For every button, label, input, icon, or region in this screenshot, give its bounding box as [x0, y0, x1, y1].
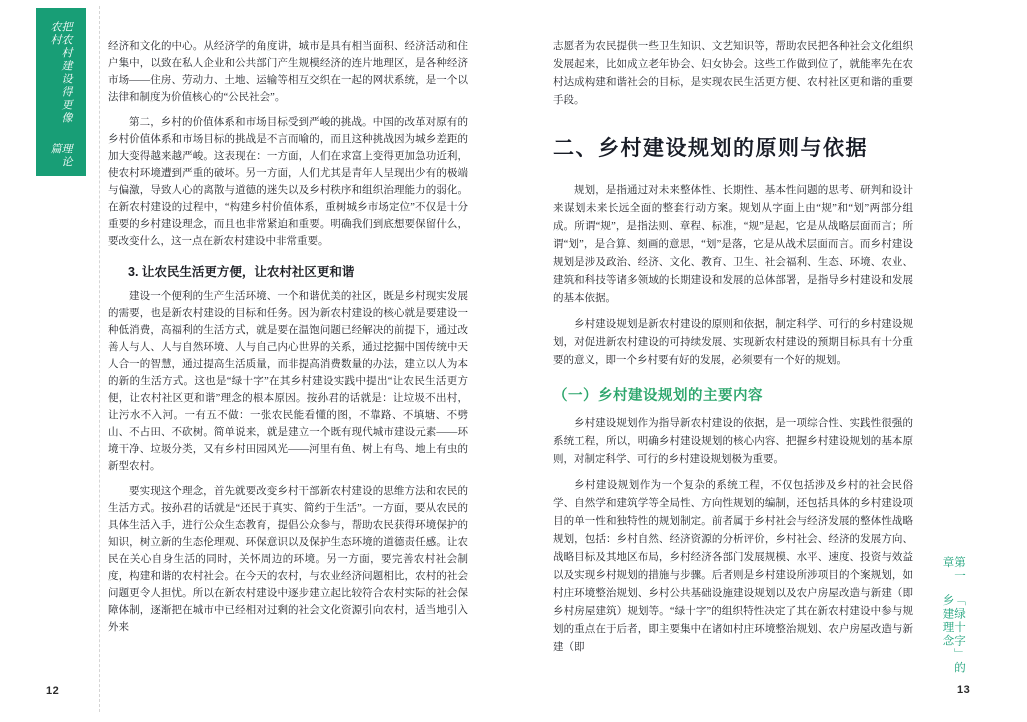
- section-label-vertical: 理论篇: [49, 143, 73, 169]
- left-page-column: [108, 38, 468, 644]
- paragraph: 要实现这个理念，首先就要改变乡村干部新农村建设的思维方法和农民的生活方式。按孙君的话就是“还民于真实、简约于生活”。一方面，要从农民的具体生活入手，进行公众生态教育，提倡公众参与，帮助农民获得环境保护的知识，树立新的生态伦理观、环保意识以及保护生态环境的道德责任感。让农民在关心自身生活的同时，关怀周边的环境。另一方面，要完善农村社会制度，构建和谐的农村社会。在今天的农村，与农业经济问题相比，农村的社会问题更令人担忧。所以在新农村建设中逐步建立起比较符合农村实际的社会保障体制，逐渐把在城市中已经相对过剩的社会文化资源引向农村，适当地引入外来: [108, 486, 468, 633]
- section-heading: 二、乡村建设规划的原则与依据: [553, 136, 868, 160]
- margin-guide-line: [99, 6, 100, 712]
- numbered-subsection-heading: 3. 让农民生活更方便，让农村社区更和谐: [128, 265, 355, 279]
- paragraph-continuation: 志愿者为农民提供一些卫生知识、文艺知识等，帮助农民把各种社会文化组织发展起来，比如成立老年协会、妇女协会。这些工作做到位了，就能率先在农村达成构建和谐社会的目标，是实现农民生活更方便、农村社区更和谐的重要手段。: [553, 41, 913, 106]
- paragraph: 乡村建设规划作为指导新农村建设的依据，是一项综合性、实践性很强的系统工程，所以，明确乡村建设规划的核心内容、把握乡村建设规划的基本原则，对制定科学、可行的乡村建设规划极为重要。: [553, 418, 913, 465]
- chapter-number-vertical: 第一章: [941, 556, 965, 583]
- chapter-marker: [941, 556, 964, 686]
- paragraph-continuation: 经济和文化的中心。从经济学的角度讲，城市是具有相当面积、经济活动和住户集中，以致在私人企业和公共部门产生规模经济的连片地理区，是各种经济市场——住房、劳动力、土地、运输等相互交织在一起的网状系统，是一个以法律和制度为价值核心的“公民社会”。: [108, 41, 468, 103]
- page-number-left: 12: [46, 685, 60, 697]
- paragraph: 乡村建设规划是新农村建设的原则和依据，制定科学、可行的乡村建设规划，对促进新农村建设的可持续发展、实现新农村建设的预期目标具有十分重要的意义，即一个乡村要有好的发展，必须要有一个好的规划。: [553, 319, 913, 366]
- green-subsection-heading: （一）乡村建设规划的主要内容: [553, 388, 763, 404]
- series-banner: [36, 8, 86, 176]
- paragraph: 规划，是指通过对未来整体性、长期性、基本性问题的思考、研判和设计来谋划未来长远全面的整套行动方案。规划从字面上由“规”和“划”两部分组成。所谓“规”，是指法则、章程、标准，“规”是起，它是从战略层面而言；所谓“划”，是合算、刻画的意思，“划”是落，它是从战术层面而言。而乡村建设规划是涉及政治、经济、文化、教育、卫生、社会福利、生态、环境、农业、建筑和科技等诸多领域的长期建设和发展的总体部署，是指导乡村建设和发展的基本依据。: [553, 185, 913, 304]
- paragraph: 建设一个便利的生产生活环境、一个和谐优美的社区，既是乡村现实发展的需要，也是新农村建设的目标和任务。因为新农村建设的核心就是要建设一种低消费，高福利的生活方式，就是要在温饱问题已经解决的前提下，通过改善人与人、人与自然环境、人与自己内心世界的关系，通过挖掘中国传统中天人合一的智慧，通过提高生活质量，而非提高消费数量的办法，建立以人为本的新的生活方式。这也是“绿十字”在其乡村建设实践中提出“让农民生活更方便，让农村社区更和谐”理念的根本原因。按孙君的话就是：让垃圾不出村，让污水不入河。一有五不做：一张农民能看懂的图，不靠路、不填塘、不劈山、不占田、不砍树。简单说来，就是建立一个既有现代城市建设元素——环境干净、垃圾分类，又有乡村田园风光——河里有鱼、树上有鸟、地上有虫的新型农村。: [108, 291, 468, 472]
- chapter-title-vertical: 「绿十字」的乡建理念: [941, 594, 965, 676]
- paragraph: 第二，乡村的价值体系和市场目标受到严峻的挑战。中国的改革对原有的乡村价值体系和市场目标的挑战是不言而喻的，而且这种挑战因为城乡差距的加大变得越来越严峻。这表现在：一方面，人们在求富上变得更加急功近利，使农村环境遭到严重的破坏。另一方面，人们尤其是青年人呈现出少有的极端与偏激，导致人心的离散与道德的迷失以及乡村秩序和组织治理能力的弱化。在新农村建设的过程中，“构建乡村价值体系，重树城乡市场定位”不仅是十分重要的乡村建设理念，而且也非常紧迫和重要。明确我们到底想要保留什么，要改变什么，这一点在新农村建设中非常重要。: [108, 117, 468, 247]
- book-title-vertical: 把农村建设得更像农村: [49, 21, 73, 125]
- page-number-right: 13: [957, 684, 971, 696]
- right-page-column: [553, 38, 913, 665]
- paragraph: 乡村建设规划作为一个复杂的系统工程，不仅包括涉及乡村的社会民俗学、自然学和建筑学等全局性、方向性规划的编制，还包括具体的乡村建设项目的单一性和独特性的规划制定。前者属于乡村社会与经济发展的整体性战略规划，包括：乡村自然、经济资源的分析评价，乡村社会、经济的发展方向、战略目标及其地区布局，乡村经济各部门发展规模、水平、速度、投资与效益以及实现乡村规划的措施与步骤。后者则是乡村建设所涉项目的个案规划，如村庄环境整治规划、乡村公共基础设施建设规划以及农户房屋改造与新建（即乡村房屋建筑）规划等。“绿十字”的组织特性决定了其在新农村建设中参与规划的重点在于后者，即主要集中在诸如村庄环境整治规划、农户房屋改造与新建（即: [553, 480, 913, 653]
